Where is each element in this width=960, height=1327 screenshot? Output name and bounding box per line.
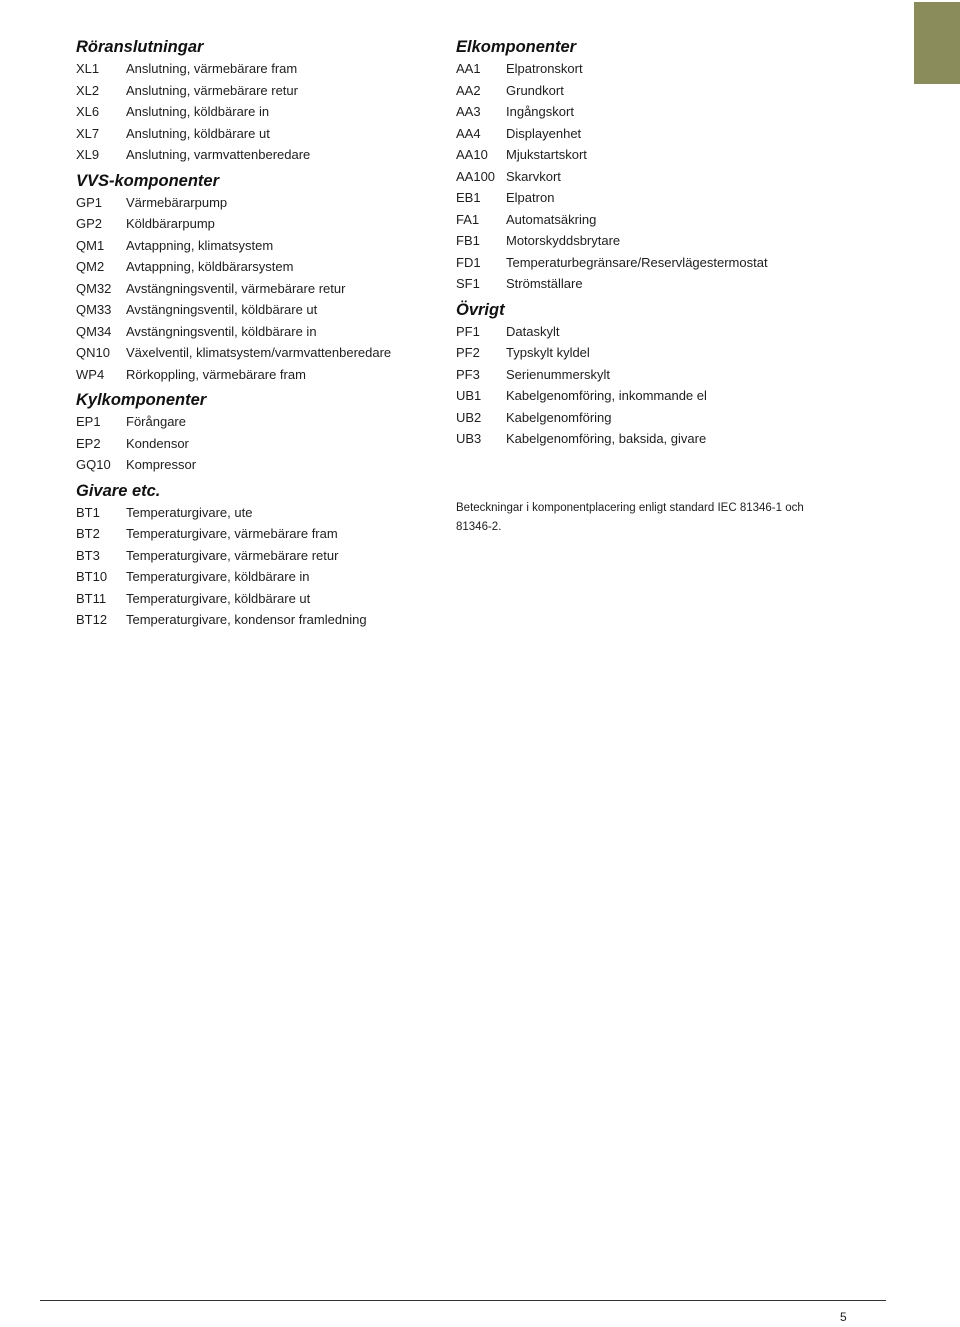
component-code: BT10 bbox=[76, 569, 108, 584]
component-description: Grundkort bbox=[506, 82, 564, 98]
component-description: Avtappning, klimatsystem bbox=[126, 237, 274, 253]
component-description: Dataskylt bbox=[506, 323, 560, 339]
page-number: 5 bbox=[840, 1310, 847, 1324]
component-row bbox=[76, 545, 436, 567]
component-code: QM1 bbox=[76, 237, 105, 253]
component-row bbox=[456, 166, 816, 188]
component-code: PF3 bbox=[456, 366, 480, 382]
component-section bbox=[76, 389, 436, 476]
section-title: Givare etc. bbox=[76, 481, 161, 500]
component-description: Rörkoppling, värmebärare fram bbox=[126, 366, 306, 382]
component-row bbox=[456, 187, 816, 209]
component-code: UB3 bbox=[456, 431, 482, 446]
component-section bbox=[456, 299, 816, 450]
component-row bbox=[76, 566, 436, 588]
component-code: QM32 bbox=[76, 280, 112, 296]
component-description: Mjukstartskort bbox=[506, 147, 587, 162]
component-row bbox=[76, 433, 436, 455]
component-code: GP2 bbox=[76, 216, 103, 231]
component-row bbox=[76, 235, 436, 257]
component-description: Automatsäkring bbox=[506, 211, 597, 227]
component-description: Avstängningsventil, köldbärare in bbox=[126, 323, 317, 339]
component-section bbox=[456, 36, 816, 295]
component-row bbox=[456, 209, 816, 231]
component-section bbox=[76, 36, 436, 166]
component-description: Anslutning, värmebärare retur bbox=[126, 82, 298, 98]
component-description: Skarvkort bbox=[506, 168, 561, 184]
component-row bbox=[76, 454, 436, 476]
component-description: Elpatronskort bbox=[506, 61, 583, 76]
component-description: Typskylt kyldel bbox=[506, 345, 590, 360]
component-code: EB1 bbox=[456, 190, 481, 205]
left-column bbox=[76, 36, 436, 631]
component-description: Anslutning, köldbärare ut bbox=[126, 125, 270, 141]
component-row bbox=[76, 502, 436, 524]
component-row bbox=[76, 342, 436, 364]
component-row bbox=[456, 230, 816, 252]
standard-note: Beteckningar i komponentplacering enligt standard IEC 81346-1 och 81346-2. bbox=[456, 502, 804, 533]
component-row bbox=[76, 278, 436, 300]
component-description: Köldbärarpump bbox=[126, 216, 215, 231]
component-description: Kabelgenomföring, inkommande el bbox=[506, 388, 707, 403]
component-code: AA4 bbox=[456, 125, 481, 141]
component-description: Displayenhet bbox=[506, 125, 582, 141]
component-code: SF1 bbox=[456, 276, 480, 291]
component-row bbox=[76, 192, 436, 214]
section-title: Röranslutningar bbox=[76, 38, 204, 56]
component-description: Temperaturgivare, värmebärare fram bbox=[126, 526, 338, 541]
component-description: Anslutning, varmvattenberedare bbox=[126, 147, 311, 162]
component-row bbox=[456, 407, 816, 429]
component-row bbox=[456, 385, 816, 407]
component-code: EP1 bbox=[76, 414, 101, 429]
component-description: Avstängningsventil, värmebärare retur bbox=[126, 280, 346, 296]
component-description: Serienummerskylt bbox=[506, 366, 611, 382]
component-code: XL6 bbox=[76, 104, 100, 119]
component-row bbox=[456, 101, 816, 123]
component-code: XL7 bbox=[76, 125, 100, 141]
component-description: Kompressor bbox=[126, 457, 197, 472]
component-code: QM33 bbox=[76, 302, 112, 317]
component-code: XL2 bbox=[76, 82, 100, 98]
component-row bbox=[76, 144, 436, 166]
section-title: VVS-komponenter bbox=[76, 171, 220, 190]
component-row bbox=[76, 364, 436, 386]
component-description: Förångare bbox=[126, 414, 186, 429]
component-row bbox=[76, 123, 436, 145]
component-section bbox=[76, 170, 436, 386]
component-description: Temperaturbegränsare/Reservlägestermostat bbox=[506, 254, 768, 270]
component-code: BT1 bbox=[76, 504, 100, 520]
component-code: QM2 bbox=[76, 259, 105, 274]
component-description: Anslutning, köldbärare in bbox=[126, 104, 270, 119]
component-row bbox=[456, 321, 816, 343]
component-code: XL1 bbox=[76, 61, 100, 76]
component-description: Ingångskort bbox=[506, 104, 574, 119]
component-row bbox=[456, 123, 816, 145]
component-row bbox=[456, 144, 816, 166]
component-code: BT11 bbox=[76, 590, 107, 606]
component-description: Temperaturgivare, värmebärare retur bbox=[126, 547, 339, 563]
component-description: Temperaturgivare, köldbärare ut bbox=[126, 590, 311, 606]
component-description: Kabelgenomföring bbox=[506, 409, 612, 425]
component-code: BT3 bbox=[76, 547, 100, 563]
component-section bbox=[76, 480, 436, 631]
section-title: Kylkomponenter bbox=[76, 391, 207, 409]
component-description: Temperaturgivare, kondensor framledning bbox=[126, 612, 367, 627]
component-row bbox=[456, 273, 816, 295]
component-code: PF2 bbox=[456, 345, 480, 360]
component-row bbox=[76, 58, 436, 80]
component-row bbox=[456, 364, 816, 386]
component-code: BT2 bbox=[76, 526, 100, 541]
section-tab-marker bbox=[914, 2, 960, 84]
component-row bbox=[456, 252, 816, 274]
component-code: FD1 bbox=[456, 254, 481, 270]
component-description: Temperaturgivare, köldbärare in bbox=[126, 569, 310, 584]
component-code: AA10 bbox=[456, 147, 488, 162]
component-description: Kondensor bbox=[126, 435, 189, 451]
footer-divider bbox=[40, 1300, 886, 1301]
component-row bbox=[76, 588, 436, 610]
section-title: Elkomponenter bbox=[456, 38, 577, 56]
right-column bbox=[456, 36, 816, 450]
component-description: Anslutning, värmebärare fram bbox=[126, 61, 298, 76]
component-code: AA100 bbox=[456, 168, 496, 184]
section-title: Övrigt bbox=[456, 300, 505, 319]
component-code: UB1 bbox=[456, 388, 482, 403]
component-description: Temperaturgivare, ute bbox=[126, 504, 253, 520]
component-code: BT12 bbox=[76, 612, 108, 627]
component-code: GP1 bbox=[76, 194, 103, 210]
component-row bbox=[456, 342, 816, 364]
component-row bbox=[76, 256, 436, 278]
component-code: AA2 bbox=[456, 82, 481, 98]
component-code: PF1 bbox=[456, 323, 480, 339]
component-row bbox=[76, 411, 436, 433]
component-row bbox=[456, 80, 816, 102]
component-description: Avstängningsventil, köldbärare ut bbox=[126, 302, 318, 317]
component-description: Värmebärarpump bbox=[126, 194, 228, 210]
component-description: Växelventil, klimatsystem/varmvattenberedare bbox=[126, 345, 392, 360]
component-description: Avtappning, köldbärarsystem bbox=[126, 259, 294, 274]
component-code: EP2 bbox=[76, 435, 101, 451]
component-row bbox=[76, 213, 436, 235]
component-row bbox=[456, 58, 816, 80]
component-description: Strömställare bbox=[506, 276, 583, 291]
component-row bbox=[76, 299, 436, 321]
component-code: XL9 bbox=[76, 147, 100, 162]
component-code: AA3 bbox=[456, 104, 481, 119]
component-row bbox=[76, 609, 436, 631]
component-row bbox=[76, 80, 436, 102]
component-description: Motorskyddsbrytare bbox=[506, 233, 621, 248]
component-description: Kabelgenomföring, baksida, givare bbox=[506, 431, 707, 446]
component-code: AA1 bbox=[456, 61, 481, 76]
component-row bbox=[76, 321, 436, 343]
component-row bbox=[76, 523, 436, 545]
component-code: UB2 bbox=[456, 409, 482, 425]
component-code: QM34 bbox=[76, 323, 112, 339]
component-row bbox=[456, 428, 816, 450]
component-code: FB1 bbox=[456, 233, 480, 248]
component-code: FA1 bbox=[456, 211, 480, 227]
component-code: QN10 bbox=[76, 345, 110, 360]
component-code: GQ10 bbox=[76, 457, 111, 472]
component-description: Elpatron bbox=[506, 190, 555, 205]
component-code: WP4 bbox=[76, 366, 105, 382]
component-row bbox=[76, 101, 436, 123]
